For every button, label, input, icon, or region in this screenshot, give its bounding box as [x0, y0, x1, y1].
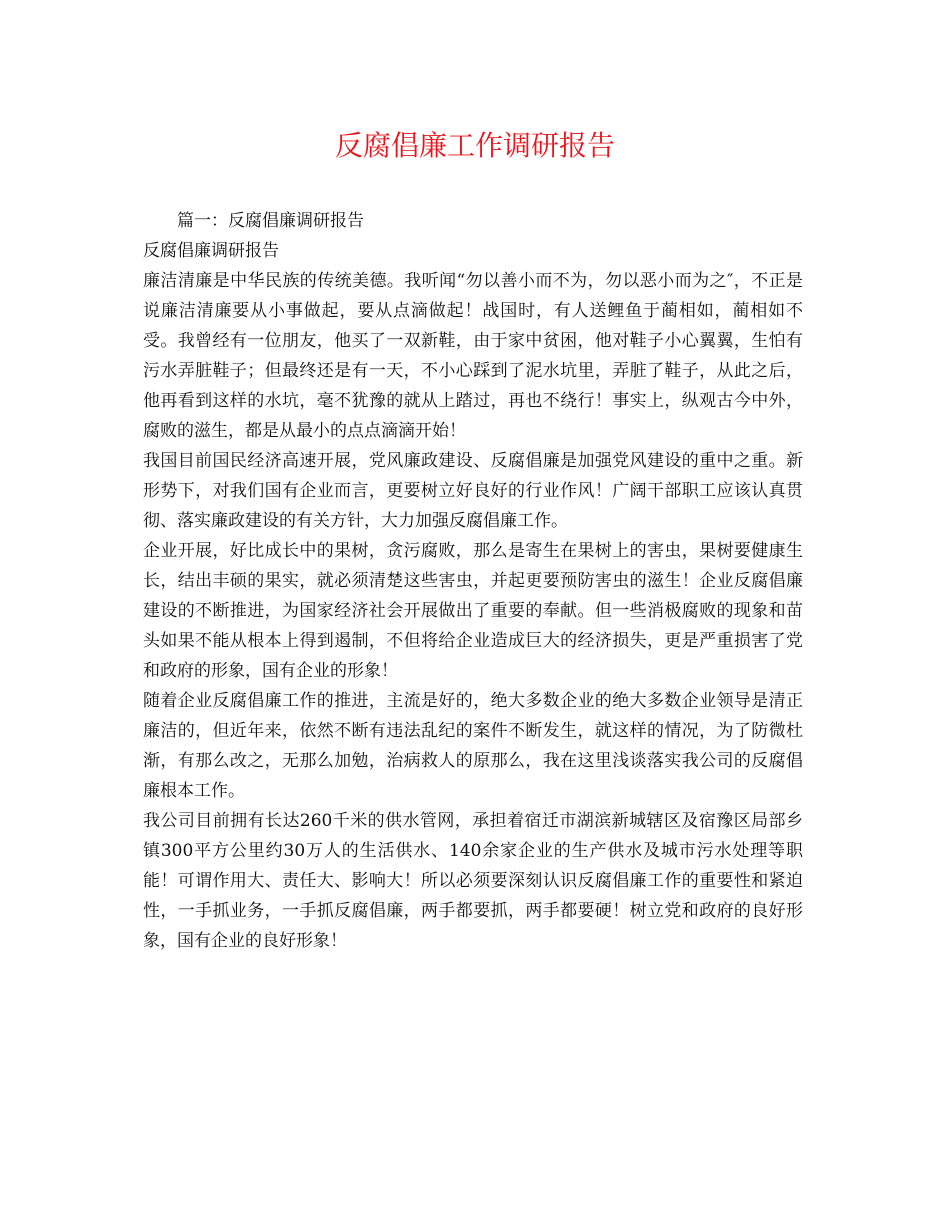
- document-body: [143, 206, 803, 956]
- paragraph-4: 随着企业反腐倡廉工作的推进，主流是好的，绝大多数企业的绝大多数企业领导是清正廉洁的，但近年来，依然不断有违法乱纪的案件不断发生，就这样的情况，为了防微杜渐，有那么改之，无那么加勉，治病救人的原那么，我在这里浅谈落实我公司的反腐倡廉根本工作。: [143, 691, 803, 801]
- section-heading: 篇一：反腐倡廉调研报告: [177, 211, 364, 231]
- document-title: 反腐倡廉工作调研报告: [334, 129, 615, 162]
- document-subtitle: 反腐倡廉调研报告: [143, 241, 279, 261]
- paragraph-3: 企业开展，好比成长中的果树，贪污腐败，那么是寄生在果树上的害虫，果树要健康生长，结出丰硕的果实，就必须清楚这些害虫，并起更要预防害虫的滋生！企业反腐倡廉建设的不断推进，为国家经济社会开展做出了重要的奉献。但一些消极腐败的现象和苗头如果不能从根本上得到遏制，不但将给企业造成巨大的经济损失，更是严重损害了党和政府的形象，国有企业的形象！: [143, 541, 803, 681]
- paragraph-1: 廉洁清廉是中华民族的传统美德。我听闻“勿以善小而不为，勿以恶小而为之″，不正是说廉洁清廉要从小事做起，要从点滴做起！战国时，有人送鲤鱼于蔺相如，蔺相如不受。我曾经有一位朋友，他买了一双新鞋，由于家中贫困，他对鞋子小心翼翼，生怕有污水弄脏鞋子；但最终还是有一天，不小心踩到了泥水坑里，弄脏了鞋子，从此之后，他再看到这样的水坑，毫不犹豫的就从上踏过，再也不绕行！事实上，纵观古今中外，腐败的滋生，都是从最小的点点滴滴开始！: [143, 271, 803, 441]
- paragraph-2: 我国目前国民经济高速开展，党风廉政建设、反腐倡廉是加强党风建设的重中之重。新形势下，对我们国有企业而言，更要树立好良好的行业作风！广阔干部职工应该认真贯彻、落实廉政建设的有关方针，大力加强反腐倡廉工作。: [143, 451, 803, 531]
- paragraph-5: 我公司目前拥有长达260千米的供水管网，承担着宿迁市湖滨新城辖区及宿豫区局部乡镇300平方公里约30万人的生活供水、140余家企业的生产供水及城市污水处理等职能！可谓作用大、责任大、影响大！所以必须要深刻认识反腐倡廉工作的重要性和紧迫性，一手抓业务，一手抓反腐倡廉，两手都要抓，两手都要硬！树立党和政府的良好形象，国有企业的良好形象！: [143, 811, 803, 951]
